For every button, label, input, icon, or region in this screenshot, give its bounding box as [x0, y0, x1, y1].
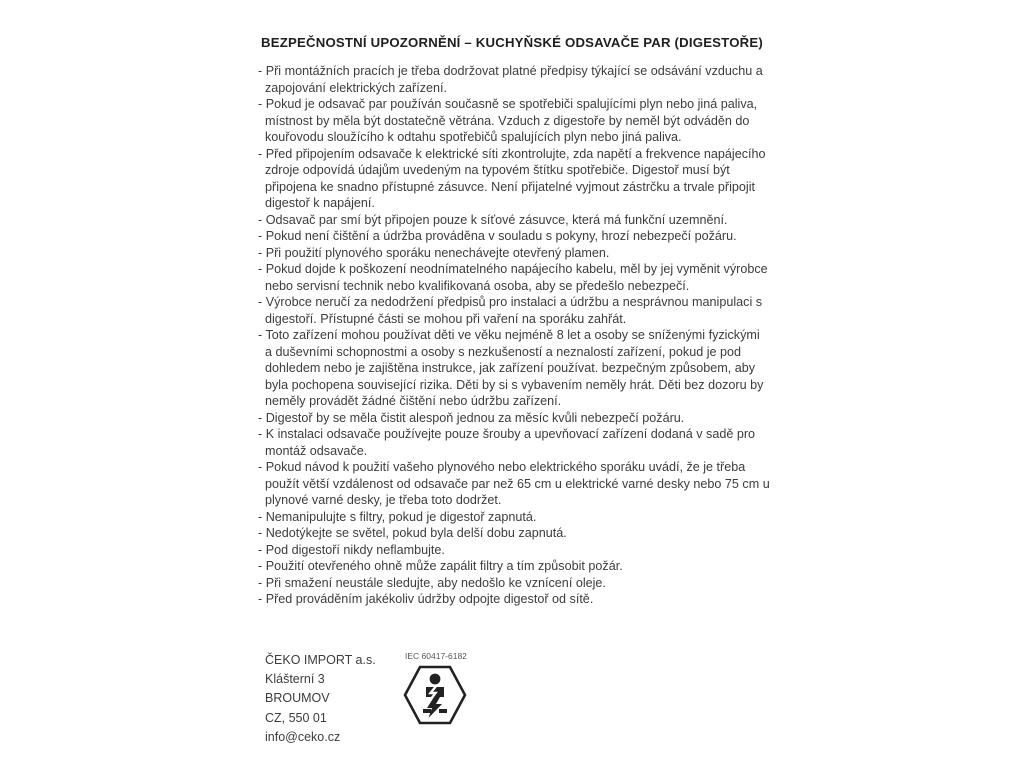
warning-item: - Toto zařízení mohou používat děti ve věku nejméně 8 let a osoby se sníženými fyzickými a duševními schopnostmi a osoby s nezkušeností a neznalostí zařízení, pokud je pod dohledem nebo je zajištěna instrukce, jak zařízení používat. bezpečným způsobem, aby byla pochopena související rizika. Děti by si s vybavením neměly hrát. Děti bez dozoru by neměly provádět žádné čištění nebo údržbu zařízení.: [258, 328, 764, 408]
warning-item: - Pokud dojde k poškození neodnímatelného napájecího kabelu, měl by jej vyměnit výrobce nebo servisní technik nebo kvalifikovaná osoba, aby se předešlo nebezpečí.: [258, 262, 768, 293]
warning-item: - Odsavač par smí být připojen pouze k síťové zásuvce, která má funkční uzemnění.: [258, 212, 728, 227]
warning-item: - Při montážních pracích je třeba dodržovat platné předpisy týkající se odsávání vzduchu a zapojování elektrických zařízení.: [258, 64, 763, 95]
warning-item: - Digestoř by se měla čistit alespoň jednou za měsíc kvůli nebezpečí požáru.: [258, 410, 685, 425]
warning-item: - Před připojením odsavače k elektrické síti zkontrolujte, zda napětí a frekvence napájecího zdroje odpovídá údajům uvedeným na typovém štítku spotřebiče. Digestoř musí být připojena ke snadno přístupné zásuvce. Není přijatelné vyjmout zástrčku a trvale připojit digestoř k napájení.: [258, 146, 766, 210]
company-name: ČEKO IMPORT a.s.: [265, 653, 376, 667]
warning-item: - Před prováděním jakékoliv údržby odpojte digestoř od sítě.: [258, 592, 594, 606]
warning-item: - Pokud není čištění a údržba prováděna v souladu s pokyny, hrozí nebezpečí požáru.: [258, 229, 737, 243]
warning-item: - Při použití plynového sporáku nenechávejte otevřený plamen.: [258, 245, 610, 260]
warning-item: - Při smažení neustále sledujte, aby nedošlo ke vznícení oleje.: [258, 575, 606, 590]
address-street: Klášterní 3: [265, 672, 325, 687]
warning-item: - Pokud návod k použití vašeho plynového nebo elektrického sporáku uvádí, že je třeba použít větší vzdálenost od odsavače par než 65 cm u elektrické varné desky nebo 75 cm u plynové varné desky, je třeba toto dodržet.: [258, 460, 770, 507]
company-address-block: [265, 651, 376, 747]
warnings-list: [258, 63, 770, 608]
warning-item: - Nemanipulujte s filtry, pokud je digestoř zapnutá.: [258, 509, 537, 524]
email-text: info@ceko.cz: [265, 729, 341, 744]
warning-item: - Pokud je odsavač par používán současně se spotřebiči spalujícími plyn nebo jiná paliva, místnost by měla být dostatečně větrána. Vzduch z digestoře by neměl být odváděn do kouřovodu sloužícího k odtahu spotřebičů spalujících plyn nebo jiná paliva.: [258, 97, 758, 144]
warning-item: - Nedotýkejte se světel, pokud byla delší dobu zapnutá.: [258, 526, 567, 540]
warning-item: - Pod digestoří nikdy neflambujte.: [258, 542, 445, 557]
certification-symbol-block: [403, 650, 493, 726]
warning-item: - Výrobce neručí za nedodržení předpisů pro instalaci a údržbu a nesprávnou manipulaci s digestoří. Přístupné části se mohou při vaření na sporáku zahřát.: [258, 295, 763, 326]
address-postal: CZ, 550 01: [265, 710, 327, 725]
warning-item: - K instalaci odsavače používejte pouze šrouby a upevňovací zařízení dodaná v sadě pro montáž odsavače.: [258, 427, 756, 458]
warning-item: - Použití otevřeného ohně může zapálit filtry a tím způsobit požár.: [258, 559, 623, 573]
iec-60417-6182-installer-icon: [403, 664, 467, 726]
address-city: BROUMOV: [265, 691, 330, 706]
page-title: BEZPEČNOSTNÍ UPOZORNĚNÍ – KUCHYŇSKÉ ODSAVAČE PAR (DIGESTOŘE): [261, 35, 763, 50]
iec-symbol-label: IEC 60417-6182: [405, 651, 467, 661]
